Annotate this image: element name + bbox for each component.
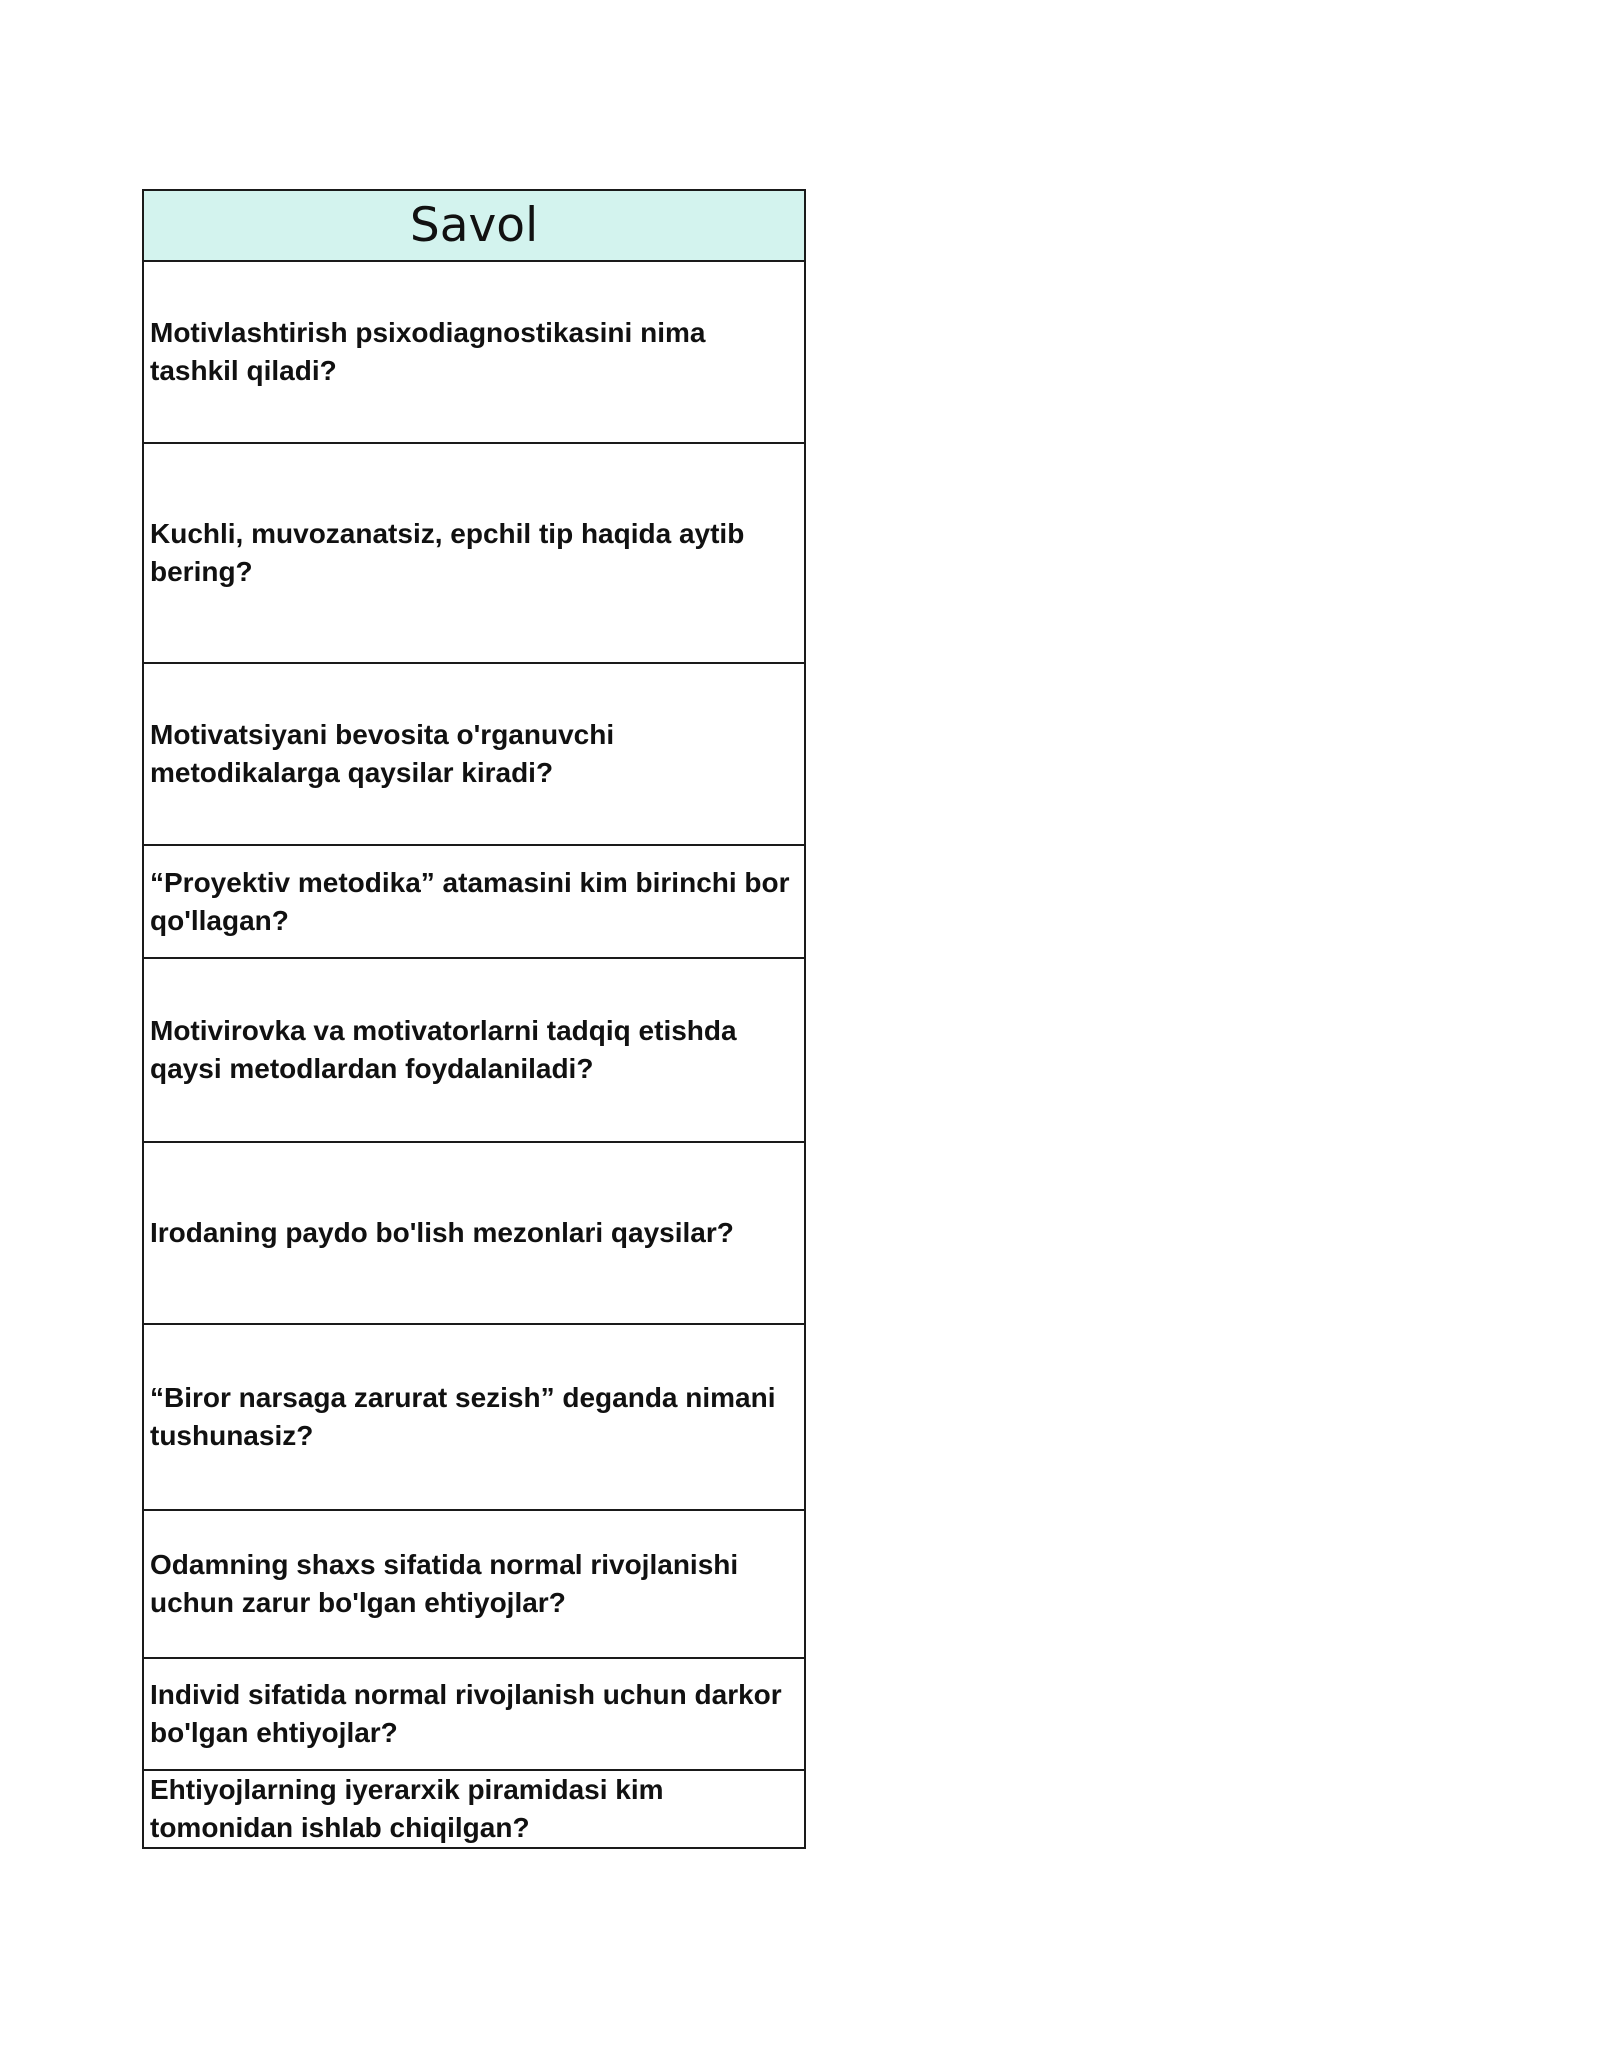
question-cell[interactable]: Motivatsiyani bevosita o'rganuvchi metodikalarga qaysilar kiradi? bbox=[143, 663, 805, 845]
table-row bbox=[143, 1324, 805, 1510]
question-cell[interactable]: Motivirovka va motivatorlarni tadqiq etishda qaysi metodlardan foydalaniladi? bbox=[143, 958, 805, 1142]
table-row bbox=[143, 261, 805, 443]
table-row bbox=[143, 1510, 805, 1658]
questions-table bbox=[142, 189, 806, 1849]
question-cell[interactable]: “Proyektiv metodika” atamasini kim birinchi bor qo'llagan? bbox=[143, 845, 805, 958]
table-row bbox=[143, 663, 805, 845]
question-cell[interactable]: Irodaning paydo bo'lish mezonlari qaysilar? bbox=[143, 1142, 805, 1324]
question-cell[interactable]: Kuchli, muvozanatsiz, epchil tip haqida aytib bering? bbox=[143, 443, 805, 663]
table-row bbox=[143, 958, 805, 1142]
question-cell[interactable]: “Biror narsaga zarurat sezish” deganda nimani tushunasiz? bbox=[143, 1324, 805, 1510]
table-row bbox=[143, 443, 805, 663]
table-row bbox=[143, 1770, 805, 1848]
question-cell[interactable]: Individ sifatida normal rivojlanish uchun darkor bo'lgan ehtiyojlar? bbox=[143, 1658, 805, 1770]
header-row bbox=[143, 190, 805, 261]
question-cell[interactable]: Odamning shaxs sifatida normal rivojlanishi uchun zarur bo'lgan ehtiyojlar? bbox=[143, 1510, 805, 1658]
question-cell[interactable]: Motivlashtirish psixodiagnostikasini nima tashkil qiladi? bbox=[143, 261, 805, 443]
table-row bbox=[143, 1142, 805, 1324]
table-row bbox=[143, 845, 805, 958]
table-row bbox=[143, 1658, 805, 1770]
column-header-savol[interactable]: Savol bbox=[143, 190, 805, 261]
question-cell[interactable]: Ehtiyojlarning iyerarxik piramidasi kim tomonidan ishlab chiqilgan? bbox=[143, 1770, 805, 1848]
